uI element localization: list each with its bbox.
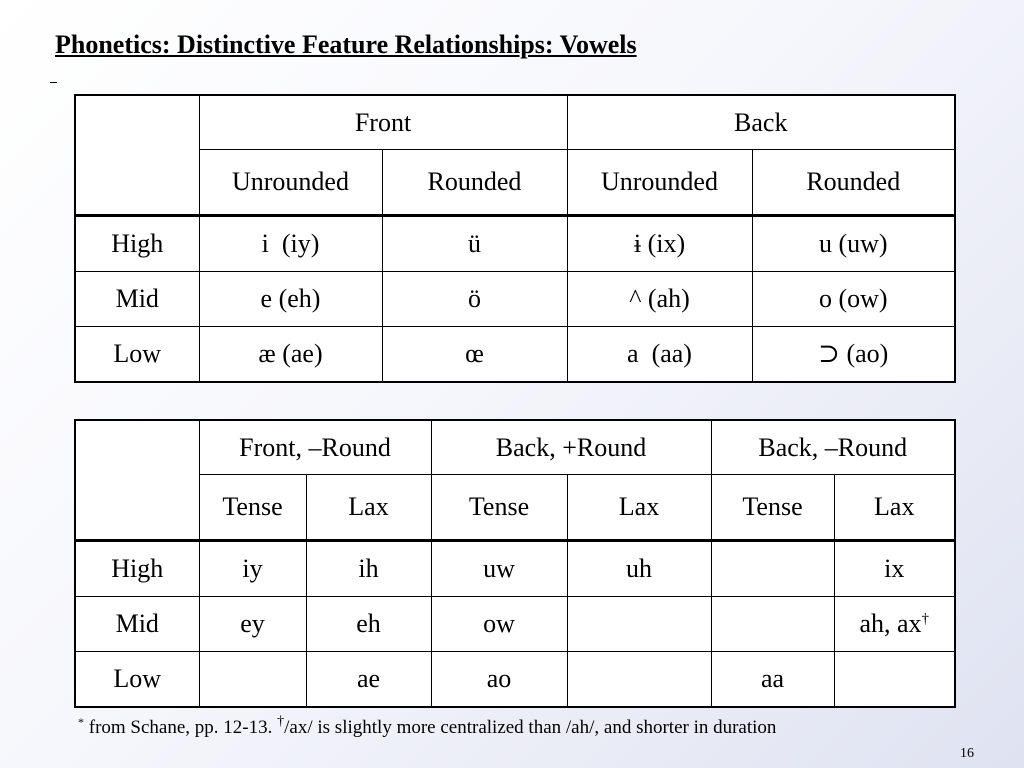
table-cell: ɨ (ix) bbox=[567, 216, 752, 272]
tense-lax-table bbox=[74, 419, 956, 708]
table1-header-back: Back bbox=[567, 95, 955, 150]
table-cell: e (eh) bbox=[199, 272, 382, 327]
table2-header-front-round: Front, –Round bbox=[199, 420, 431, 475]
table2-subheader: Tense bbox=[431, 475, 567, 541]
table-cell bbox=[711, 597, 834, 652]
table-row bbox=[75, 272, 955, 327]
slide-title: Phonetics: Distinctive Feature Relationships: Vowels bbox=[55, 30, 637, 59]
table-cell: ih bbox=[306, 541, 431, 597]
table-cell: uh bbox=[567, 541, 711, 597]
table1-subheader: Unrounded bbox=[567, 150, 752, 216]
row-label: Low bbox=[75, 652, 199, 708]
table1-subheader: Rounded bbox=[382, 150, 567, 216]
table-cell: ü bbox=[382, 216, 567, 272]
table-row bbox=[75, 327, 955, 383]
cell-text: ah, ax bbox=[859, 609, 922, 638]
table-cell bbox=[834, 652, 955, 708]
table-cell bbox=[834, 597, 955, 652]
table1-corner-cell bbox=[75, 95, 199, 216]
table-row bbox=[75, 597, 955, 652]
table2-corner-cell bbox=[75, 420, 199, 541]
table-cell: a (aa) bbox=[567, 327, 752, 383]
table-cell: ⊃ (ao) bbox=[752, 327, 955, 383]
footnote-star: * bbox=[78, 715, 84, 729]
table2-subheader: Lax bbox=[567, 475, 711, 541]
table-cell: i (iy) bbox=[199, 216, 382, 272]
table1-header-front: Front bbox=[199, 95, 567, 150]
table2-header-back-minus-round: Back, –Round bbox=[711, 420, 955, 475]
table-row bbox=[75, 652, 955, 708]
table-cell: ^ (ah) bbox=[567, 272, 752, 327]
page-number: 16 bbox=[960, 746, 974, 761]
table-cell: iy bbox=[199, 541, 306, 597]
table-cell: ö bbox=[382, 272, 567, 327]
title-underline-mark bbox=[50, 82, 57, 83]
row-label: Mid bbox=[75, 597, 199, 652]
table-cell bbox=[711, 541, 834, 597]
row-label: High bbox=[75, 541, 199, 597]
table1-subheader: Unrounded bbox=[199, 150, 382, 216]
table-cell: u (uw) bbox=[752, 216, 955, 272]
table1-subheader: Rounded bbox=[752, 150, 955, 216]
row-label: Low bbox=[75, 327, 199, 383]
table-row bbox=[75, 216, 955, 272]
table-cell: aa bbox=[711, 652, 834, 708]
table2-subheader: Lax bbox=[306, 475, 431, 541]
footnote-dagger: † bbox=[277, 714, 285, 729]
row-label: High bbox=[75, 216, 199, 272]
table2-subheader: Tense bbox=[711, 475, 834, 541]
table-cell: æ (ae) bbox=[199, 327, 382, 383]
table-cell bbox=[567, 652, 711, 708]
table-cell: ey bbox=[199, 597, 306, 652]
table-cell bbox=[567, 597, 711, 652]
table-cell bbox=[199, 652, 306, 708]
vowel-feature-table bbox=[74, 94, 956, 383]
table2-subheader: Lax bbox=[834, 475, 955, 541]
table2-header-back-plus-round: Back, +Round bbox=[431, 420, 711, 475]
table-cell: ix bbox=[834, 541, 955, 597]
dagger-mark: † bbox=[921, 611, 930, 627]
table-cell: o (ow) bbox=[752, 272, 955, 327]
footnote bbox=[78, 714, 776, 739]
table-cell: ae bbox=[306, 652, 431, 708]
table-cell: ow bbox=[431, 597, 567, 652]
table-cell: uw bbox=[431, 541, 567, 597]
footnote-source: from Schane, pp. 12-13. bbox=[84, 717, 278, 738]
table-cell: œ bbox=[382, 327, 567, 383]
table-cell: eh bbox=[306, 597, 431, 652]
footnote-text: /ax/ is slightly more centralized than /ah/, and shorter in duration bbox=[284, 717, 777, 738]
table-row bbox=[75, 541, 955, 597]
table-cell: ao bbox=[431, 652, 567, 708]
table2-subheader: Tense bbox=[199, 475, 306, 541]
row-label: Mid bbox=[75, 272, 199, 327]
